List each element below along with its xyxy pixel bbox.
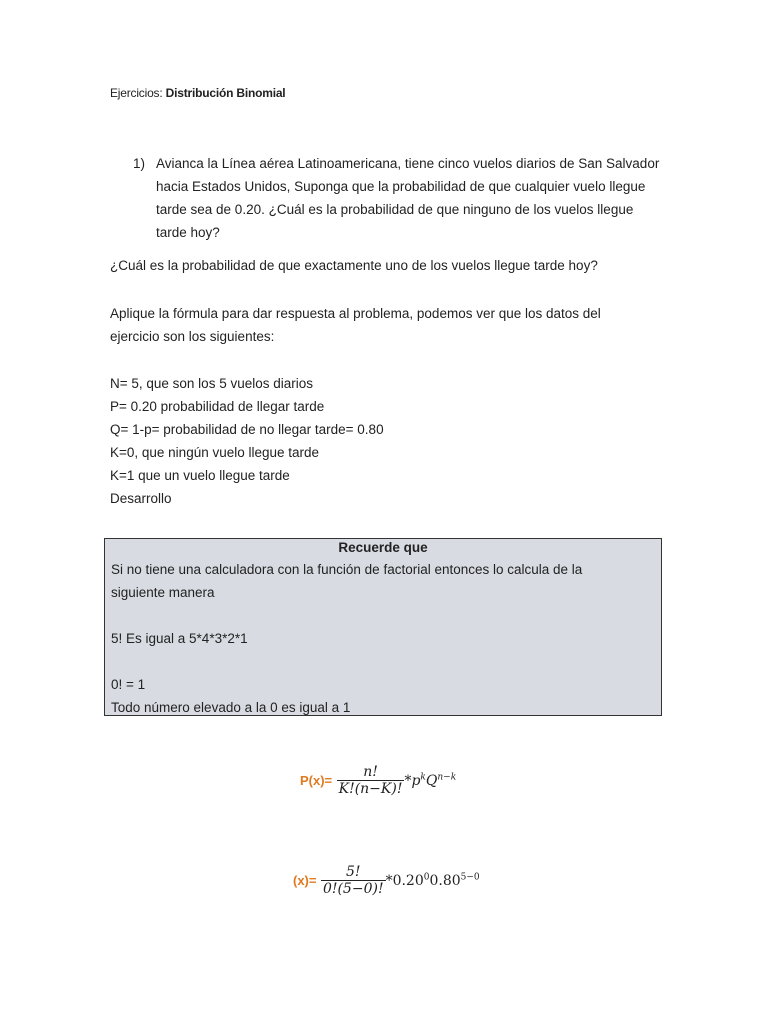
- data-line-n: N= 5, que son los 5 vuelos diarios: [110, 376, 313, 391]
- data-line-p: P= 0.20 probabilidad de llegar tarde: [110, 399, 325, 414]
- data-line-q: Q= 1-p= probabilidad de no llegar tarde= 0.80: [110, 422, 384, 437]
- applied-formula: [293, 864, 480, 897]
- data-line-k1: K=1 que un vuelo llegue tarde: [110, 468, 290, 483]
- p-symbol: p: [411, 772, 421, 789]
- heading-prefix: Ejercicios:: [110, 86, 166, 100]
- reminder-title: Recuerde que: [338, 540, 428, 555]
- q-symbol: Q: [425, 772, 438, 789]
- reminder-line: 0! = 1: [111, 677, 146, 692]
- formula-fraction: [321, 864, 386, 897]
- question-2-text: ¿Cuál es la probabilidad de que exactamente uno de los vuelos llegue tarde hoy?: [110, 258, 598, 273]
- q-value: 0.80: [429, 872, 461, 889]
- formula-denominator: 0!(5−0)!: [322, 881, 384, 897]
- p-exponent: k: [420, 772, 426, 783]
- multiply-sign: *: [385, 872, 393, 889]
- formula-numerator: n!: [337, 764, 405, 781]
- binomial-formula: [300, 764, 456, 797]
- question-1-text: Avianca la Línea aérea Latinoamericana, tiene cinco vuelos diarios de San Salvador hacia Estados Unidos, Suponga que la probabilidad de que cualquier vuelo llegue tarde sea de 0.20. ¿Cuál es la probabilidad de que ninguno de los vuelos llegue tarde hoy?: [156, 156, 660, 240]
- q-exponent: n−k: [437, 772, 457, 783]
- reminder-line: Si no tiene una calculadora con la función de factorial entonces lo calcula de la: [111, 562, 583, 577]
- formula-tail: [404, 773, 456, 789]
- formula-fraction: [337, 764, 405, 797]
- p-value: 0.20: [392, 872, 424, 889]
- formula-label: P(x)=: [300, 773, 333, 788]
- p-exponent: 0: [423, 872, 430, 883]
- q-exponent: 5−0: [460, 872, 480, 883]
- formula-label: (x)=: [293, 873, 317, 888]
- multiply-sign: *: [404, 772, 412, 789]
- reminder-line: siguiente manera: [111, 585, 215, 600]
- intro-paragraph: Aplique la fórmula para dar respuesta al problema, podemos ver que los datos del ejercicio son los siguientes:: [110, 306, 601, 344]
- document-heading: [110, 86, 285, 100]
- data-line-k0: K=0, que ningún vuelo llegue tarde: [110, 445, 320, 460]
- formula-denominator: K!(n−K)!: [338, 781, 403, 797]
- heading-title: Distribución Binomial: [165, 86, 286, 100]
- reminder-line: Todo número elevado a la 0 es igual a 1: [111, 700, 351, 715]
- reminder-box: [104, 538, 662, 716]
- development-label: Desarrollo: [110, 491, 172, 506]
- formula-numerator: 5!: [321, 864, 386, 881]
- formula-tail: [386, 873, 480, 889]
- reminder-line: 5! Es igual a 5*4*3*2*1: [111, 631, 248, 646]
- question-number: 1): [133, 156, 146, 171]
